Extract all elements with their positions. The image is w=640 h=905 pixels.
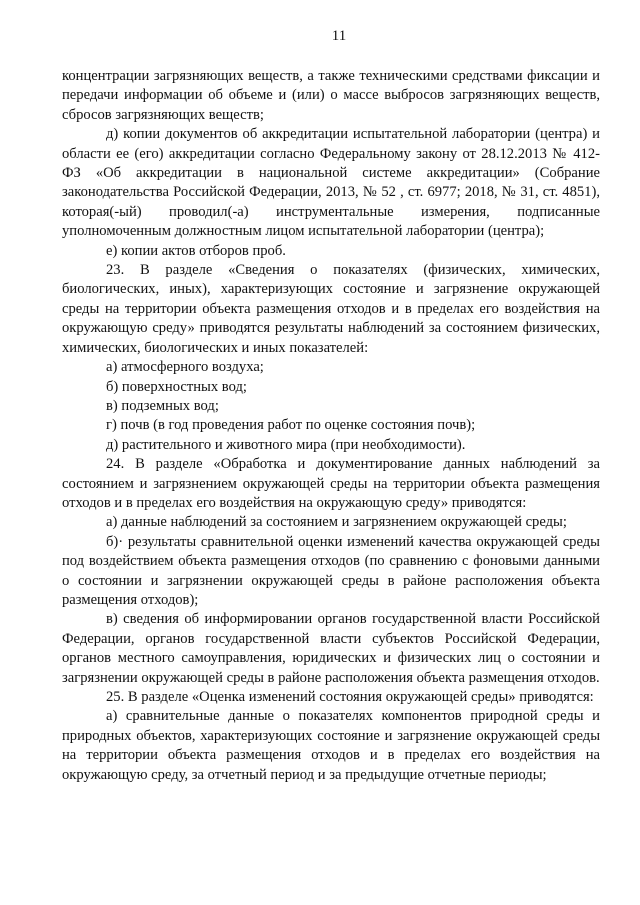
page-number: 11 [331,28,347,44]
paragraph: 25. В разделе «Оценка изменений состояния окружающей среды» приводятся: [106,689,594,705]
list-item: б) поверхностных вод; [106,378,247,395]
list-item: г) почв (в год проведения работ по оценке состояния почв); [106,417,476,434]
list-item: в) подземных вод; [106,397,219,414]
list-item: в) сведения об информировании органов государственной власти Российской Федерации, органов государственной власти субъектов Российской Федерации, органов местного самоуправления, юридических и физических лиц о состоянии и загрязнении окружающей среды в районе расположения объекта размещения отходов. [62,611,600,686]
list-item: а) сравнительные данные о показателях компонентов природной среды и природных объектов, характеризующих состояние и загрязнение окружающей среды на территории объекта размещения отходов и в пределах его воздействия на окружающую среду, за отчетный период и за предыдущие отчетные периоды; [62,708,600,783]
list-item: а) данные наблюдений за состоянием и загрязнением окружающей среды; [106,514,567,531]
paragraph: д) копии документов об аккредитации испытательной лаборатории (центра) и области ее (его) аккредитации согласно Федеральному закону от 28.12.2013 № 412-ФЗ «Об аккредитации в национальной системе аккредитации» (Собрание законодательства Российской Федерации, 2013, № 52 , ст. 6977; 2018, № 31, ст. 4851), которая(-ый) проводил(-а) инструментальные измерения, подписанные уполномоченным должностным лицом испытательной лаборатории (центра); [62,126,600,240]
paragraph: 24. В разделе «Обработка и документирование данных наблюдений за состоянием и загрязнением окружающей среды на территории объекта размещения отходов и в пределах его воздействия на окружающую среду» приводятся: [62,456,600,511]
document-body [62,67,600,785]
paragraph: концентрации загрязняющих веществ, а также техническими средствами фиксации и передачи информации об объеме и (или) о массе выбросов загрязняющих веществ, сбросов загрязняющих веществ; [62,68,600,123]
list-item: д) растительного и животного мира (при необходимости). [106,436,466,453]
list-item: а) атмосферного воздуха; [106,359,264,376]
list-item: б)· результаты сравнительной оценки изменений качества окружающей среды под воздействием объекта размещения отходов (по сравнению с фоновыми данными о состоянии и загрязнении окружающей среды в районе расположения объекта размещения отходов); [62,533,600,608]
paragraph: 23. В разделе «Сведения о показателях (физических, химических, биологических, иных), характеризующих состояние и загрязнение окружающей среды на территории объекта размещения отходов и в пределах его воздействия на окружающую среду» приводятся результаты наблюдений за состоянием физических, химических, биологических и иных показателей: [62,262,600,356]
paragraph: е) копии актов отборов проб. [106,242,286,259]
